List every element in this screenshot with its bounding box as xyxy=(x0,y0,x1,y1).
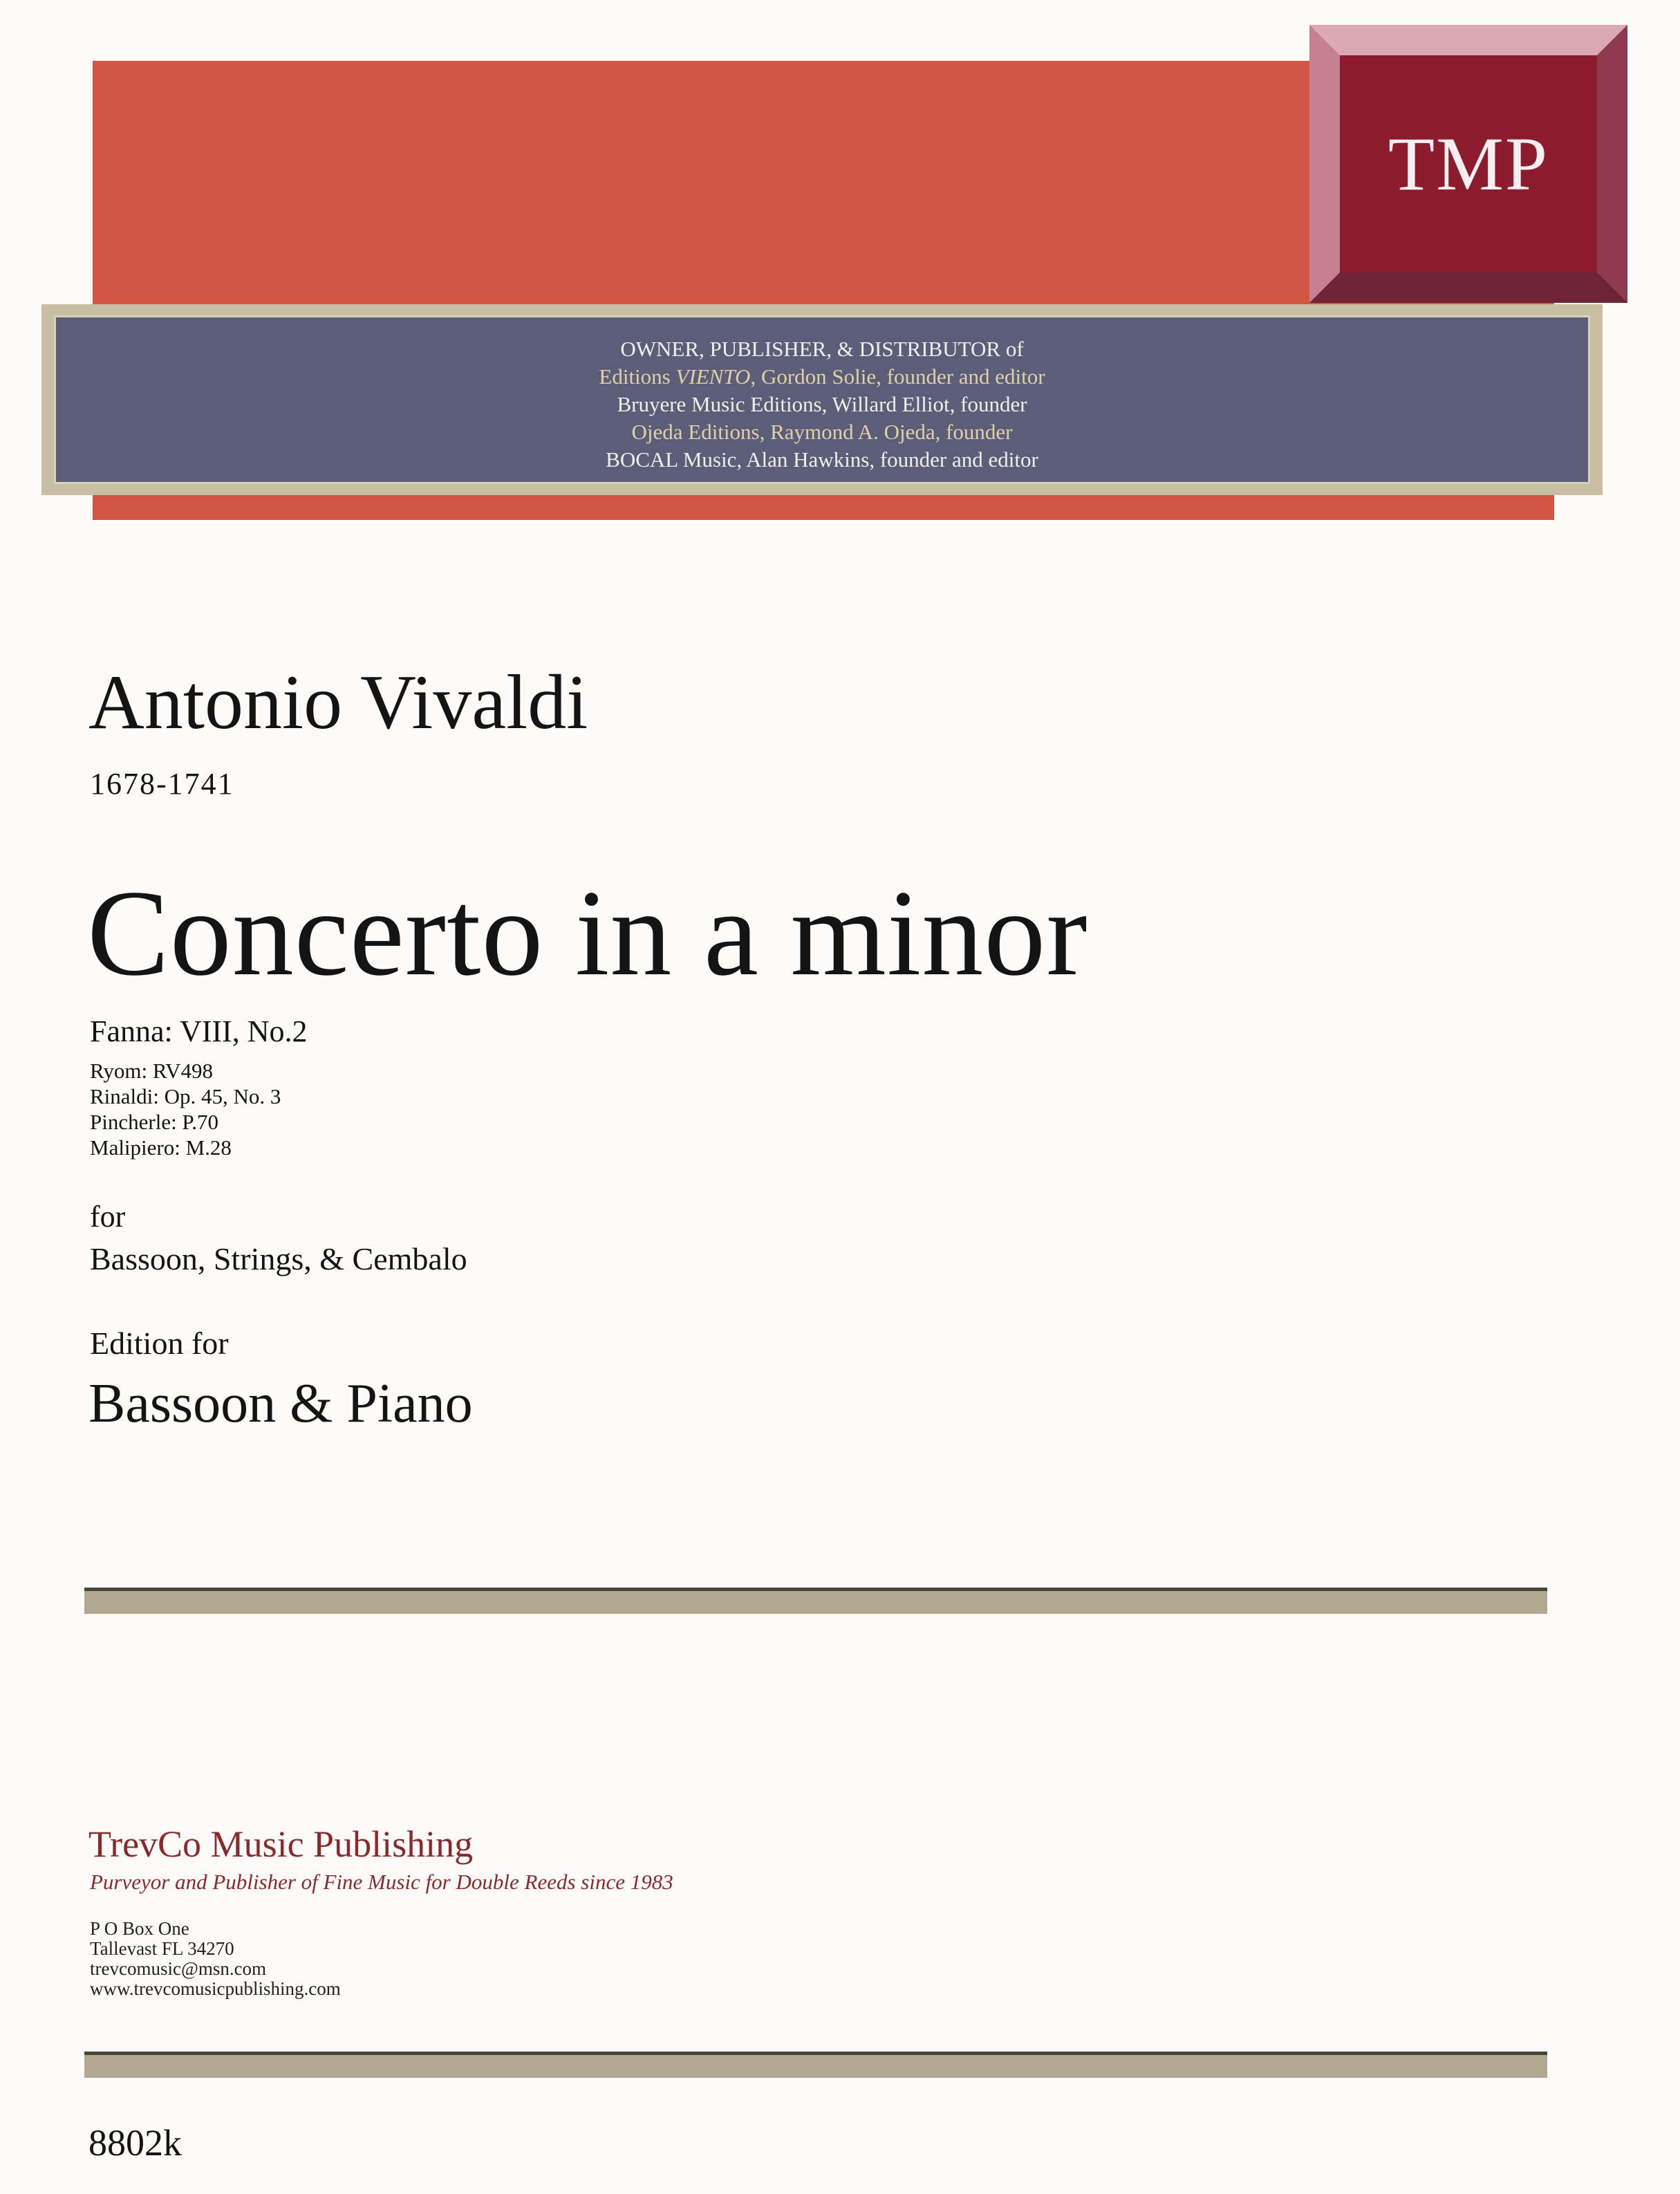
catalog-item: Malipiero: M.28 xyxy=(90,1135,232,1160)
address-line: P O Box One xyxy=(90,1918,189,1939)
catalog-item: Pincherle: P.70 xyxy=(90,1110,218,1134)
tmp-logo xyxy=(1309,25,1627,303)
composer-name: Antonio Vivaldi xyxy=(88,660,588,745)
work-title: Concerto in a minor xyxy=(87,864,1088,1001)
catalog-list xyxy=(90,1058,281,1160)
catalog-fanna: Fanna: VIII, No.2 xyxy=(90,1014,308,1048)
for-label: for xyxy=(90,1200,126,1234)
catalog-item: Ryom: RV498 xyxy=(90,1059,213,1083)
catalog-number: 8802k xyxy=(88,2122,182,2164)
catalog-item: Rinaldi: Op. 45, No. 3 xyxy=(90,1084,281,1108)
publisher-name: TrevCo Music Publishing xyxy=(88,1823,474,1865)
distributor-line: Editions VIENTO, Gordon Solie, founder and editor xyxy=(599,364,1045,389)
tmp-logo-text: TMP xyxy=(1388,122,1549,206)
distributor-line: OWNER, PUBLISHER, & DISTRIBUTOR of xyxy=(620,337,1024,361)
distributor-panel-inner xyxy=(54,315,1590,484)
edition-title: Bassoon & Piano xyxy=(88,1373,473,1434)
instrumentation: Bassoon, Strings, & Cembalo xyxy=(90,1241,467,1276)
distributor-panel xyxy=(41,304,1603,495)
composer-dates: 1678-1741 xyxy=(90,767,234,801)
edition-label: Edition for xyxy=(90,1326,229,1361)
footer-rule-top xyxy=(84,1588,1547,1614)
footer-rule-bottom xyxy=(84,2052,1547,2078)
publisher-tagline: Purveyor and Publisher of Fine Music for Double Reeds since 1983 xyxy=(90,1870,673,1894)
distributor-lines xyxy=(56,335,1588,474)
address-email: trevcomusic@msn.com xyxy=(90,1958,267,1979)
tmp-logo-inner xyxy=(1340,55,1597,272)
distributor-line: BOCAL Music, Alan Hawkins, founder and editor xyxy=(606,447,1038,472)
address-website: www.trevcomusicpublishing.com xyxy=(90,1978,341,1999)
publisher-address xyxy=(90,1919,341,1999)
distributor-line: Bruyere Music Editions, Willard Elliot, founder xyxy=(617,392,1027,416)
address-line: Tallevast FL 34270 xyxy=(90,1938,234,1959)
distributor-line: Ojeda Editions, Raymond A. Ojeda, founder xyxy=(631,420,1013,444)
